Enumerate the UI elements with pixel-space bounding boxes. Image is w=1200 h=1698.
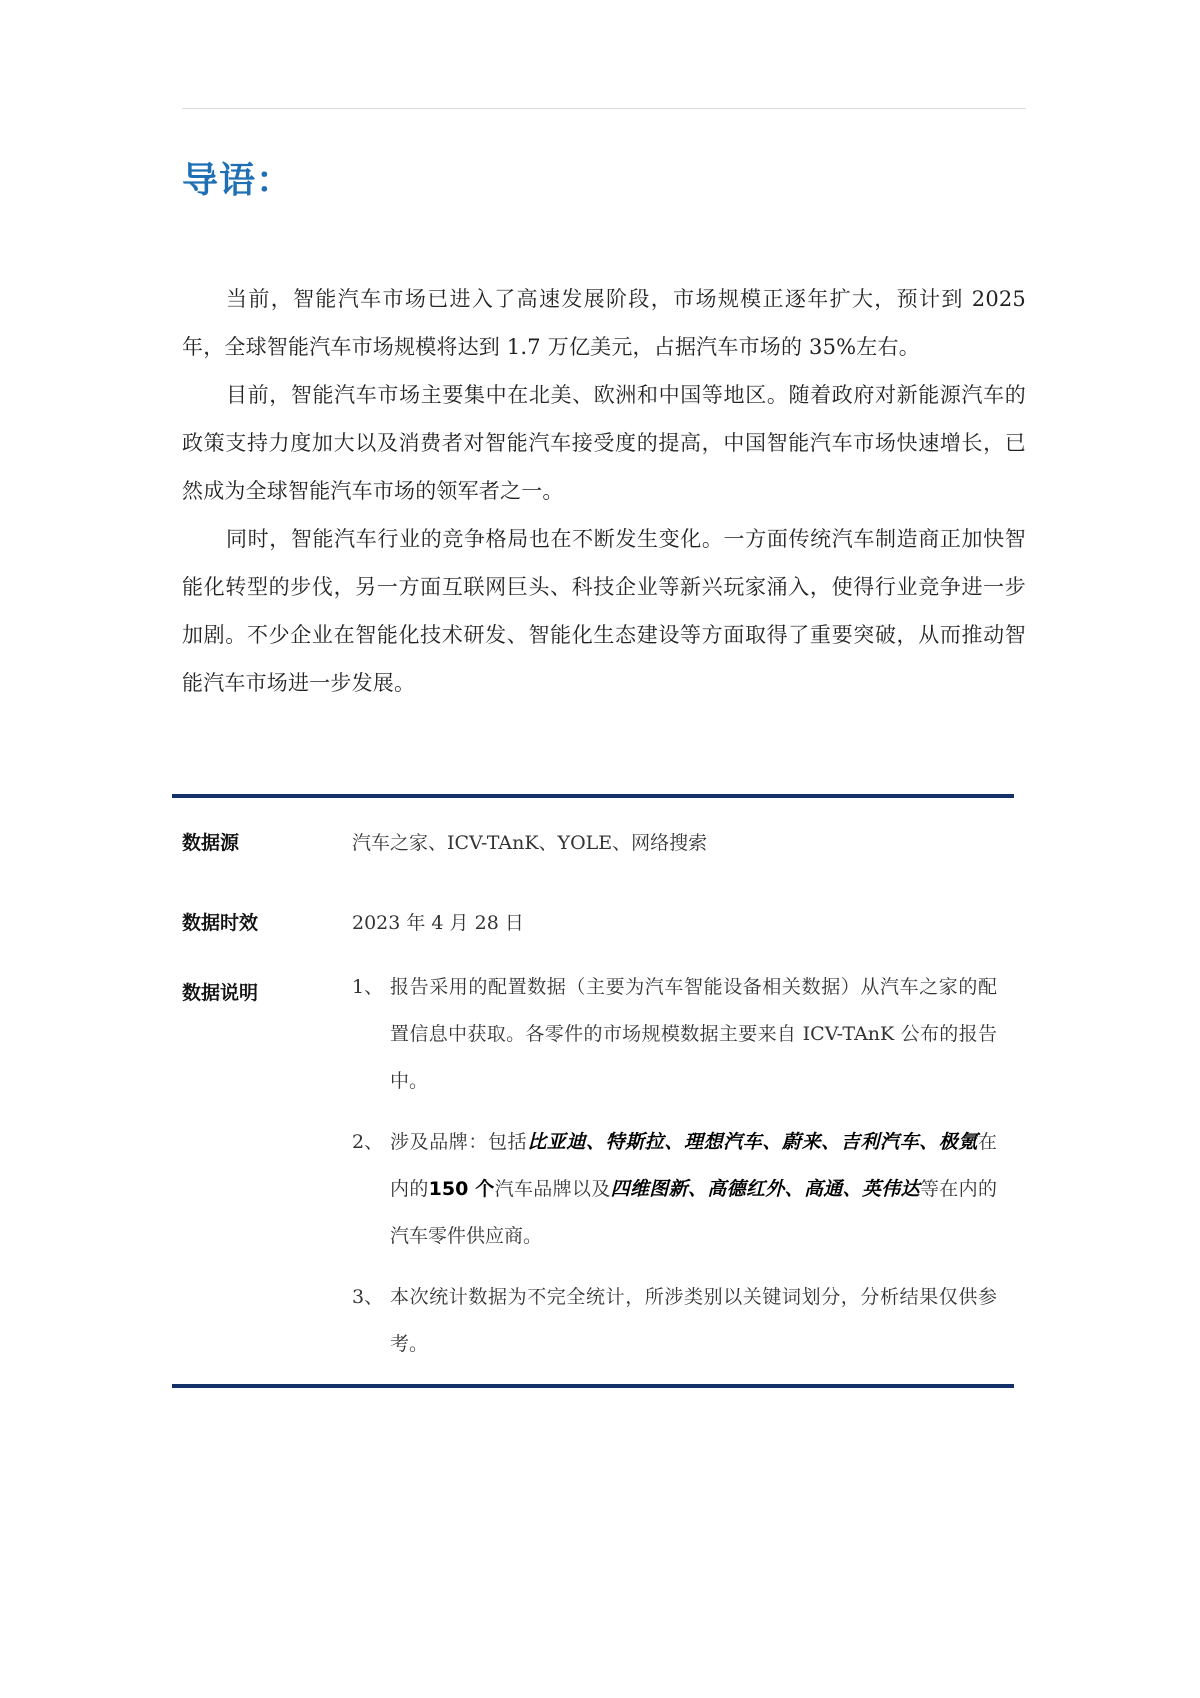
intro-paragraph: 目前，智能汽车市场主要集中在北美、欧洲和中国等地区。随着政府对新能源汽车的政策支持力度加大以及消费者对智能汽车接受度的提高，中国智能汽车市场快速增长，已然成为全球智能汽车市场的领军者之一。 (182, 383, 1026, 503)
note-item (352, 1119, 997, 1260)
data-date-value: 2023 年 4 月 28 日 (352, 912, 524, 934)
note-text-mid: 汽车品牌以及 (494, 1178, 611, 1200)
note-text: 本次统计数据为不完全统计，所涉类别以关键词划分，分析结果仅供参考。 (390, 1286, 997, 1355)
note-item (352, 1274, 997, 1368)
supplier-list: 四维图新、高德红外、高通、英伟达 (610, 1178, 920, 1200)
header-divider (182, 108, 1026, 109)
note-text-prefix: 涉及品牌：包括 (390, 1131, 528, 1153)
data-notes-list (352, 964, 997, 1382)
note-item (352, 964, 997, 1105)
page-title: 导语： (182, 160, 294, 201)
data-date-label: 数据时效 (182, 912, 259, 934)
brand-count: 150 个 (428, 1178, 495, 1200)
note-number: 1、 (352, 976, 384, 998)
note-text-suffix: 等在内的汽车零件供应商。 (390, 1178, 997, 1247)
note-text-mid: 在内的 (390, 1131, 997, 1200)
data-source-label: 数据源 (182, 832, 240, 854)
intro-section (182, 275, 1026, 707)
note-number: 3、 (352, 1286, 384, 1308)
note-number: 2、 (352, 1131, 384, 1153)
data-source-value: 汽车之家、ICV-TAnK、YOLE、网络搜索 (352, 832, 708, 854)
intro-paragraph: 同时，智能汽车行业的竞争格局也在不断发生变化。一方面传统汽车制造商正加快智能化转型的步伐，另一方面互联网巨头、科技企业等新兴玩家涌入，使得行业竞争进一步加剧。不少企业在智能化技术研发、智能化生态建设等方面取得了重要突破，从而推动智能汽车市场进一步发展。 (182, 527, 1026, 695)
intro-paragraph: 当前，智能汽车市场已进入了高速发展阶段，市场规模正逐年扩大，预计到 2025 年，全球智能汽车市场规模将达到 1.7 万亿美元，占据汽车市场的 35%左右。 (182, 287, 1026, 359)
data-info-box (172, 794, 1014, 1388)
data-notes-label: 数据说明 (182, 982, 259, 1004)
note-text: 报告采用的配置数据（主要为汽车智能设备相关数据）从汽车之家的配置信息中获取。各零件的市场规模数据主要来自 ICV-TAnK 公布的报告中。 (390, 976, 997, 1092)
brand-list: 比亚迪、特斯拉、理想汽车、蔚来、吉利汽车、极氪 (527, 1131, 978, 1153)
